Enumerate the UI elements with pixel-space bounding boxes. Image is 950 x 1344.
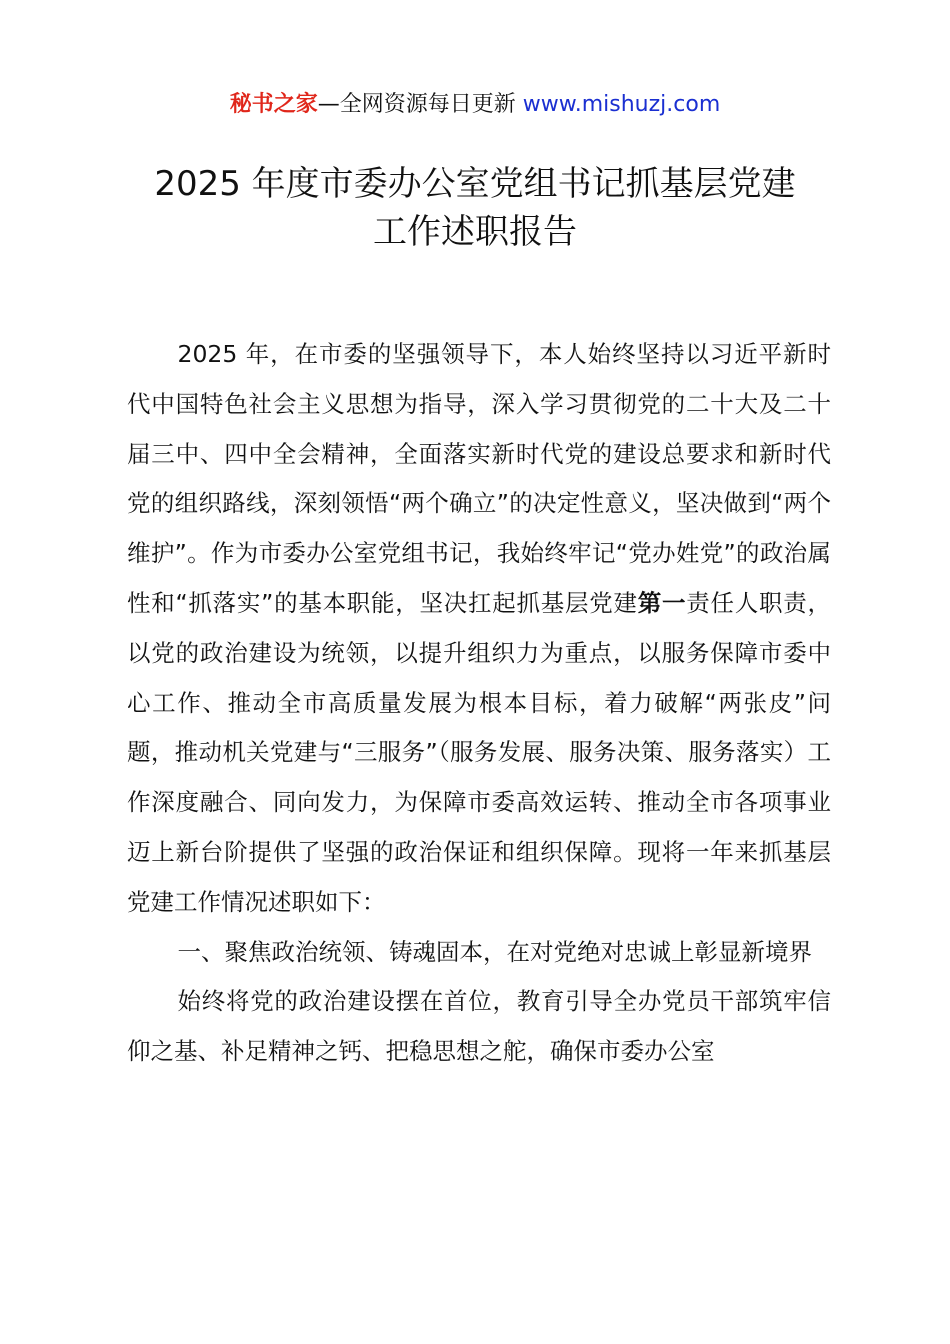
intro-paragraph	[127, 330, 831, 928]
title-line-2: 工作述职报告	[373, 212, 577, 252]
brand-name: 秘书之家	[229, 92, 318, 117]
intro-bold-text: 第一	[637, 588, 687, 617]
site-url-link[interactable]: www.mishuzj.com	[522, 92, 721, 117]
intro-text-part-2: 责任人职责，以党的政治建设为统领，以提升组织力为重点，以服务保障市委中心工作、推动全市高质量发展为根本目标，着力破解“两张皮”问题，推动机关党建与“三服务”（服务发展、服务决策、服务落实）工作深度融合、同向发力，为保障市委高效运转、推动全市各项事业迈上新台阶提供了坚强的政治保证和组织保障。现将一年来抓基层党建工作情况述职如下：	[127, 588, 831, 916]
header-tagline: —全网资源每日更新	[317, 92, 523, 117]
title-line-1: 2025 年度市委办公室党组书记抓基层党建	[154, 164, 796, 204]
document-body	[127, 330, 831, 1077]
site-header	[0, 88, 950, 122]
section-1-paragraph: 始终将党的政治建设摆在首位，教育引导全办党员干部筑牢信仰之基、补足精神之钙、把稳思想之舵，确保市委办公室	[127, 987, 831, 1066]
intro-text-part-1: 2025 年，在市委的坚强领导下，本人始终坚持以习近平新时代中国特色社会主义思想为指导，深入学习贯彻党的二十大及二十届三中、四中全会精神，全面落实新时代党的建设总要求和新时代党的组织路线，深刻领悟“两个确立”的决定性意义，坚决做到“两个维护”。作为市委办公室党组书记，我始终牢记“党办姓党”的政治属性和“抓落实”的基本职能，坚决扛起抓基层党建	[127, 340, 831, 617]
section-1-heading: 一、聚焦政治统领、铸魂固本，在对党绝对忠诚上彰显新境界	[177, 937, 813, 966]
document-title	[100, 160, 850, 256]
